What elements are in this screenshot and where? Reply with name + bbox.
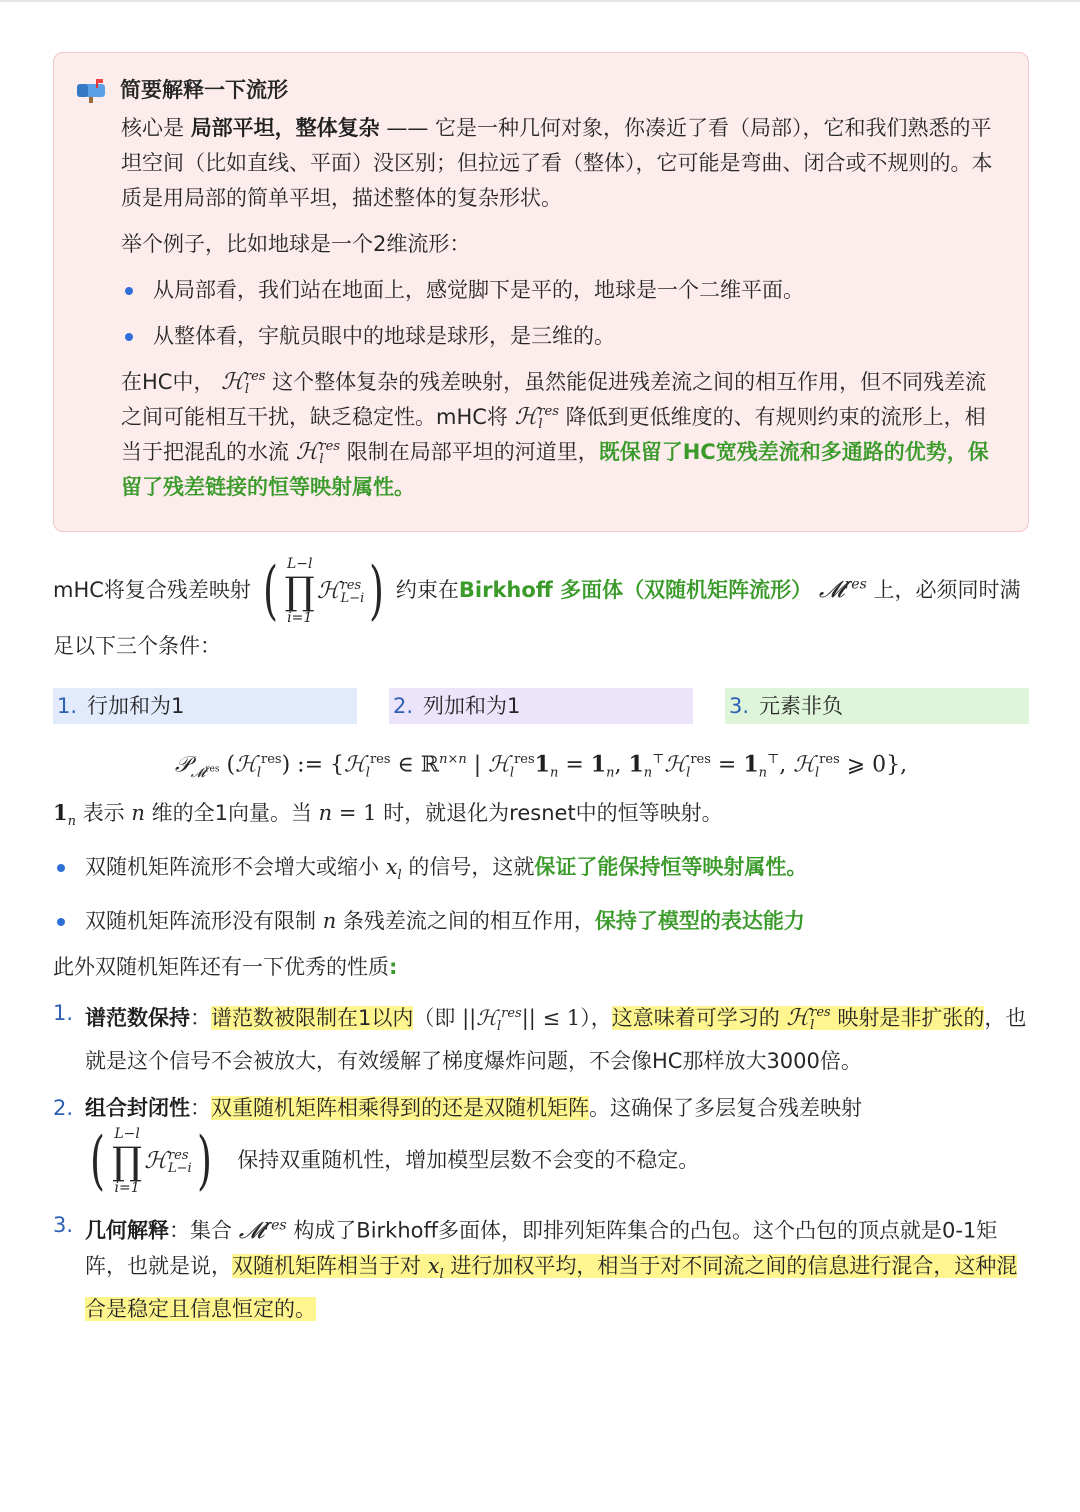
math-n-equals-1: n = 1 <box>318 800 377 825</box>
highlight: 双重随机矩阵相乘得到的还是双随机矩阵 <box>211 1096 589 1121</box>
condition-box-column-sum: 2. 列加和为1 <box>389 688 693 724</box>
extra-properties-intro: 此外双随机矩阵还有一下优秀的性质: <box>53 955 398 980</box>
math-M-res: 𝓜$^{res}$ <box>238 1217 287 1244</box>
callout-paragraph-1: 核心是 局部平坦，整体复杂 —— 它是一种几何对象，你凑近了看（局部），它和我们熟悉的平坦空间（比如直线、平面）没区别；但拉远了看（整体），它可能是弯曲、闭合或不规则的。本质是用局部的简单平坦，描述整体的复杂形状。 <box>121 116 993 210</box>
math-n: n <box>322 909 337 934</box>
mailbox-icon <box>76 77 108 103</box>
list-item: 双随机矩阵流形不会增大或缩小 $x_l$ 的信号，这就保证了能保持恒等映射属性。 <box>53 850 1029 893</box>
callout-title: 简要解释一下流形 <box>120 78 288 102</box>
conditions-row <box>53 688 1029 724</box>
document <box>53 52 1029 1339</box>
highlight: 双随机矩阵相当于对 $x_l$ 进行加权平均，相当于对不同流之间的信息进行混合，这种混合是稳定且信息恒定的。 <box>85 1253 1018 1322</box>
condition-box-row-sum: 1. 行加和为1 <box>53 688 357 724</box>
math-product-expression: ( L−l ∏ i=1 ℋ res L−i ) <box>89 1124 212 1199</box>
properties-numbered-list <box>53 996 1029 1327</box>
item-title: 几何解释 <box>85 1218 169 1243</box>
list-item: 从整体看，宇航员眼中的地球是球形，是三维的。 <box>121 319 998 354</box>
math-n: n <box>131 800 145 825</box>
highlight: 这意味着可学习的 ℋ res l 映射是非扩张的 <box>611 1005 985 1034</box>
list-item: 1. 谱范数保持：谱范数被限制在1以内（即 ||ℋ$_l^{res}$|| ≤ 1），这意味着可学习的 ℋ res l 映射是非扩张的，也就是这个信号不会被放大，有效缓解了梯度爆炸问题，不会像HC那样放大3000倍。 <box>53 1001 1027 1074</box>
list-item: 3. 几何解释：集合 𝓜$^{res}$ 构成了Birkhoff多面体，即排列矩阵集合的凸包。这个凸包的顶点就是0-1矩阵，也就是说，双随机矩阵相当于对 $x_l$ 进行加权平均，相当于对不同流之间的信息进行混合，这种混合是稳定且信息恒定的。 <box>53 1213 1018 1322</box>
list-item: 双随机矩阵流形没有限制 n 条残差流之间的相互作用，保持了模型的表达能力 <box>53 904 1029 939</box>
highlight: 谱范数被限制在1以内 <box>211 1006 414 1031</box>
math-ones: $1_n$ <box>53 799 76 829</box>
top-divider <box>0 0 1080 2</box>
green-emphasis: 保证了能保持恒等映射属性。 <box>534 854 808 879</box>
callout-bullet-list <box>121 273 998 354</box>
math-H-res: ℋ res l <box>221 369 266 397</box>
math-product-expression: ( L−l ∏ i=1 ℋ res L−i ) <box>262 554 385 628</box>
math-H-res: ℋ res l <box>295 439 341 467</box>
item-title: 谱范数保持 <box>85 1006 190 1031</box>
callout-header <box>76 75 998 105</box>
intro-paragraph: mHC将复合残差映射 ( L−l ∏ i=1 ℋ res L−i ) 约束在Birkhoff 多面体（双随机矩阵流形） 𝓜$^{res}$ 上，必须同时满足以下三个条件： <box>53 554 1021 658</box>
projection-formula: 𝒫$_{𝓜^{res}}$ (ℋ$_l^{res}$) := {ℋ$_l^{res}$ ∈ ℝ$^{n\times n}$ | $ℋ_l^{res}1_n = 1_n$, $1_n^⊤ℋ_l^{res} = 1_n^⊤$, ℋ$_l^{res}$ ⩾ 0}, <box>174 751 908 781</box>
condition-box-nonnegative: 3. 元素非负 <box>725 688 1029 724</box>
callout-box <box>53 52 1029 532</box>
green-emphasis: Birkhoff 多面体（双随机矩阵流形） <box>458 578 813 602</box>
list-item: 2. 组合封闭性：双重随机矩阵相乘得到的还是双随机矩阵。这确保了多层复合残差映射 ( L−l ∏ i=1 ℋ res L−i ) 保持双重随机性，增加模型层数不会变的不稳定。 <box>53 1096 862 1199</box>
property-bullet-list <box>53 850 1029 939</box>
green-emphasis: 保持了模型的表达能力 <box>594 909 805 934</box>
list-item: 从局部看，我们站在地面上，感觉脚下是平的，地球是一个二维平面。 <box>121 273 998 308</box>
callout-paragraph-2: 举个例子，比如地球是一个2维流形： <box>121 232 471 256</box>
math-x-l: $x_l$ <box>385 854 402 884</box>
math-H-res: ℋ res l <box>514 404 559 432</box>
green-emphasis: 既保留了HC宽残差流和多通路的优势，保留了残差链接的恒等映射属性。 <box>121 440 989 499</box>
callout-body <box>121 111 998 505</box>
ones-vector-note: $1_n$ 表示 n 维的全1向量。当 n = 1 时，就退化为resnet中的恒等映射。 <box>53 799 723 829</box>
math-norm-bound: ||ℋ$_l^{res}$|| ≤ 1 <box>462 1006 581 1035</box>
bold-phrase: 局部平坦，整体复杂 <box>190 116 380 140</box>
math-M-res: 𝓜$^{res}$ <box>818 576 867 603</box>
item-title: 组合封闭性 <box>85 1096 190 1121</box>
callout-paragraph-3: 在HC中， ℋ res l 这个整体复杂的残差映射，虽然能促进残差流之间的相互作用，但不同残差流之间可能相互干扰，缺乏稳定性。mHC将 ℋ res l 降低到更低维度的、有规则约束的流形上，相当于把混乱的水流 ℋ res l 限制在局部平坦的河道里，既保留了HC宽残差流和多通路的优势，保留了残差链接的恒等映射属性。 <box>121 369 989 499</box>
